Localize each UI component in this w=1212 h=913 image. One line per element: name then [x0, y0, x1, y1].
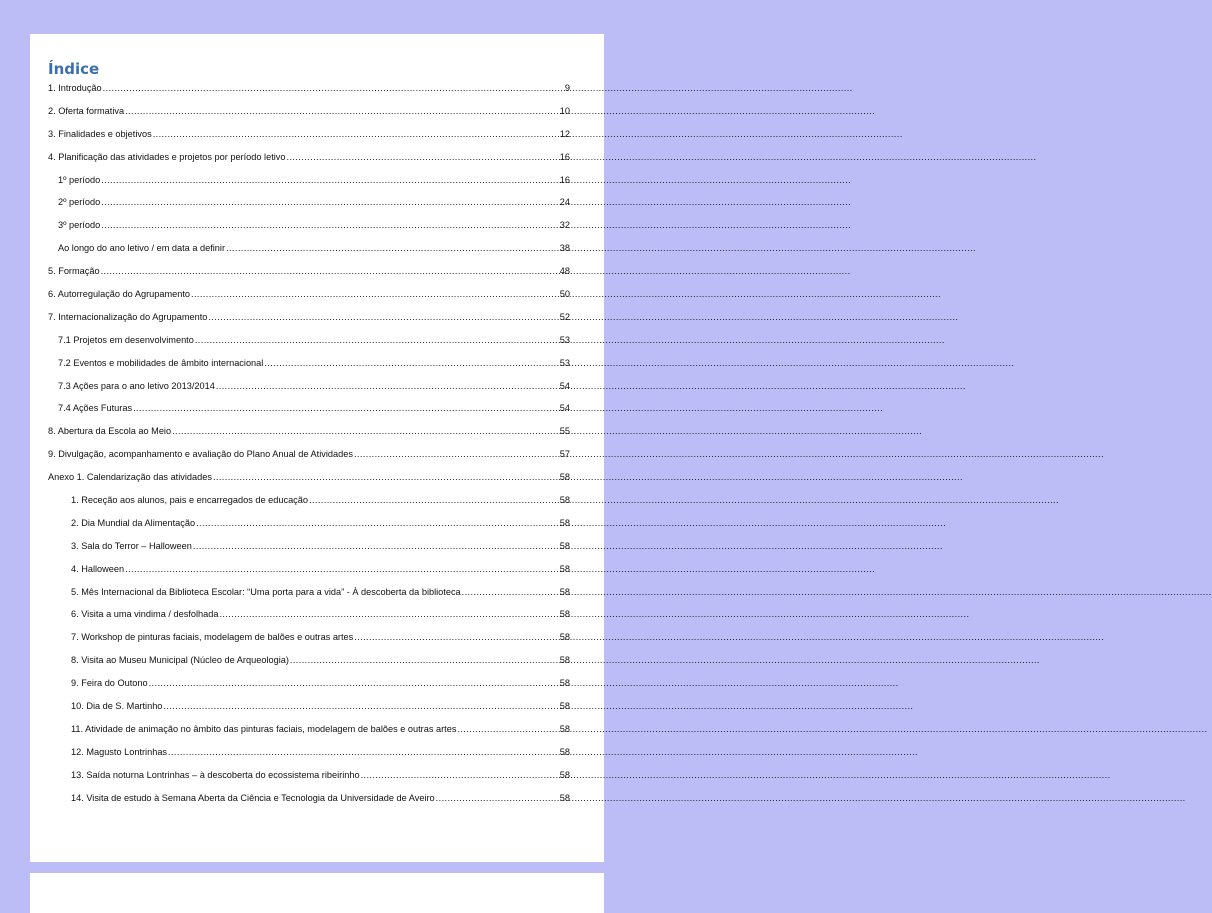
toc-page-number: 58 [559, 540, 570, 551]
toc-dot-leader [101, 197, 559, 207]
toc-dot-leader [462, 587, 559, 597]
toc-page-number: 58 [559, 609, 570, 620]
toc-dot-leader [133, 403, 559, 413]
toc-dot-leader [208, 312, 558, 322]
toc-page-number: 32 [559, 220, 570, 231]
toc-page-number: 52 [559, 311, 570, 322]
toc-entry-title: 13. Saída noturna Lontrinhas – à descoberta do ecossistema ribeirinho [71, 769, 360, 780]
toc-page-number: 16 [559, 151, 570, 162]
toc-dot-leader [125, 106, 559, 116]
toc-entry-title: 5. Formação [48, 266, 100, 277]
toc-entry-title: 7.2 Eventos e mobilidades de âmbito internacional [58, 357, 264, 368]
toc-entry[interactable] [48, 495, 570, 518]
toc-dot-leader [457, 724, 558, 734]
toc-page-number: 55 [559, 426, 570, 437]
toc-entry[interactable] [48, 403, 570, 426]
toc-entry-title: 14. Visita de estudo à Semana Aberta da Ciência e Tecnologia da Universidade de Aveiro [71, 792, 435, 803]
toc-page-number: 58 [559, 632, 570, 643]
toc-page-number: 53 [559, 357, 570, 368]
toc-page-number: 58 [559, 746, 570, 757]
toc-entry[interactable] [48, 701, 570, 724]
toc-entry-title: 3º período [58, 220, 101, 231]
toc-entry[interactable] [48, 152, 570, 175]
toc-entry[interactable] [48, 312, 570, 335]
toc-entry[interactable] [48, 175, 570, 198]
toc-page-number: 50 [559, 289, 570, 300]
toc-entry[interactable] [48, 129, 570, 152]
toc-dot-leader [101, 266, 559, 276]
toc-page-number: 58 [559, 792, 570, 803]
toc-page-number: 48 [559, 266, 570, 277]
toc-dot-leader [191, 289, 559, 299]
toc-entry[interactable] [48, 426, 570, 449]
toc-entry[interactable] [48, 289, 570, 312]
toc-entry[interactable] [48, 724, 570, 747]
toc-dot-leader [354, 632, 559, 642]
toc-entry[interactable] [48, 220, 570, 243]
toc-entry-title: 4. Planificação das atividades e projetos por período letivo [48, 151, 286, 162]
toc-dot-leader [153, 129, 559, 139]
toc-entry[interactable] [48, 747, 570, 770]
toc-entry-title: 8. Visita ao Museu Municipal (Núcleo de Arqueologia) [71, 655, 289, 666]
toc-entry-title: Ao longo do ano letivo / em data a definir [58, 243, 226, 254]
toc-entry-title: 7.1 Projetos em desenvolvimento [58, 334, 194, 345]
toc-entry-title: 11. Atividade de animação no âmbito das pinturas faciais, modelagem de balões e outras artes [71, 723, 457, 734]
toc-dot-leader [163, 701, 558, 711]
toc-dot-leader [436, 793, 559, 803]
toc-entry[interactable] [48, 632, 570, 655]
toc-page-number: 10 [559, 105, 570, 116]
toc-title: Índice [48, 60, 100, 78]
toc-entry-title: 1. Receção aos alunos, pais e encarregados de educação [71, 495, 308, 506]
toc-dot-leader [287, 152, 559, 162]
toc-dot-leader [172, 426, 559, 436]
toc-page-number: 9 [564, 83, 570, 93]
toc-entry[interactable] [48, 335, 570, 358]
toc-dot-leader [168, 747, 559, 757]
toc-page-number: 58 [559, 495, 570, 506]
toc-entry-title: 6. Autorregulação do Agrupamento [48, 289, 190, 300]
toc-entry-title: Anexo 1. Calendarização das atividades [48, 472, 212, 483]
toc-page-number: 58 [559, 723, 570, 734]
toc-dot-leader [101, 175, 559, 185]
toc-page-number: 57 [559, 449, 570, 460]
toc-dot-leader [226, 243, 559, 253]
toc-entry-title: 4. Halloween [71, 563, 125, 574]
toc-entry[interactable] [48, 518, 570, 541]
toc-page-number: 54 [559, 403, 570, 414]
toc-dot-leader [216, 381, 559, 391]
toc-entry-title: 7. Workshop de pinturas faciais, modelagem de balões e outras artes [71, 632, 354, 643]
toc-page-number: 54 [559, 380, 570, 391]
toc-dot-leader [213, 472, 559, 482]
toc-dot-leader [264, 358, 558, 368]
toc-dot-leader [149, 678, 559, 688]
toc-entry-title: 7.4 Ações Futuras [58, 403, 133, 414]
toc-entry-title: 2º período [58, 197, 101, 208]
toc-page-number: 58 [559, 769, 570, 780]
toc-entry[interactable] [48, 770, 570, 793]
toc-entry-title: 5. Mês Internacional da Biblioteca Escolar: “Uma porta para a vida” - À descoberta da biblioteca [71, 586, 461, 597]
toc-page-number: 12 [559, 128, 570, 139]
toc-entry[interactable] [48, 564, 570, 587]
toc-entry[interactable] [48, 83, 570, 106]
toc-entry-title: 9. Feira do Outono [71, 678, 148, 689]
toc-entry-title: 1º período [58, 174, 101, 185]
toc-dot-leader [193, 541, 559, 551]
toc-page-number: 58 [559, 517, 570, 528]
table-of-contents [48, 83, 570, 816]
toc-entry[interactable] [48, 541, 570, 564]
toc-entry[interactable] [48, 381, 570, 404]
toc-dot-leader [219, 609, 558, 619]
toc-page-number: 58 [559, 701, 570, 712]
toc-dot-leader [354, 449, 559, 459]
toc-dot-leader [195, 335, 559, 345]
toc-entry[interactable] [48, 678, 570, 701]
toc-entry[interactable] [48, 609, 570, 632]
toc-entry-title: 9. Divulgação, acompanhamento e avaliação do Plano Anual de Atividades [48, 449, 353, 460]
toc-page-number: 58 [559, 563, 570, 574]
toc-dot-leader [361, 770, 559, 780]
toc-dot-leader [196, 518, 559, 528]
toc-entry[interactable] [48, 106, 570, 129]
toc-entry-title: 7.3 Ações para o ano letivo 2013/2014 [58, 380, 215, 391]
toc-entry-title: 1. Introdução [48, 83, 102, 93]
toc-entry[interactable] [48, 655, 570, 678]
next-page-edge [30, 873, 604, 913]
toc-entry[interactable] [48, 358, 570, 381]
toc-dot-leader [103, 83, 564, 93]
toc-entry[interactable] [48, 197, 570, 220]
toc-entry[interactable] [48, 266, 570, 289]
toc-page-number: 58 [559, 472, 570, 483]
toc-dot-leader [101, 220, 559, 230]
toc-page-number: 58 [559, 678, 570, 689]
toc-page-number: 16 [559, 174, 570, 185]
toc-entry-title: 3. Sala do Terror – Halloween [71, 540, 192, 551]
toc-entry[interactable] [48, 472, 570, 495]
toc-entry-title: 3. Finalidades e objetivos [48, 128, 152, 139]
toc-page-number: 58 [559, 655, 570, 666]
toc-entry[interactable] [48, 587, 570, 610]
toc-entry-title: 8. Abertura da Escola ao Meio [48, 426, 172, 437]
toc-entry-title: 6. Visita a uma vindima / desfolhada [71, 609, 219, 620]
toc-entry[interactable] [48, 793, 570, 816]
toc-dot-leader [125, 564, 559, 574]
toc-page-number: 24 [559, 197, 570, 208]
toc-dot-leader [309, 495, 559, 505]
toc-page-number: 38 [559, 243, 570, 254]
toc-page-number: 58 [559, 586, 570, 597]
toc-entry-title: 12. Magusto Lontrinhas [71, 746, 168, 757]
toc-entry-title: 7. Internacionalização do Agrupamento [48, 311, 208, 322]
toc-entry[interactable] [48, 449, 570, 472]
toc-dot-leader [290, 655, 559, 665]
toc-entry-title: 10. Dia de S. Martinho [71, 701, 163, 712]
toc-entry-title: 2. Dia Mundial da Alimentação [71, 517, 196, 528]
toc-entry-title: 2. Oferta formativa [48, 105, 125, 116]
toc-entry[interactable] [48, 243, 570, 266]
toc-page-number: 53 [559, 334, 570, 345]
